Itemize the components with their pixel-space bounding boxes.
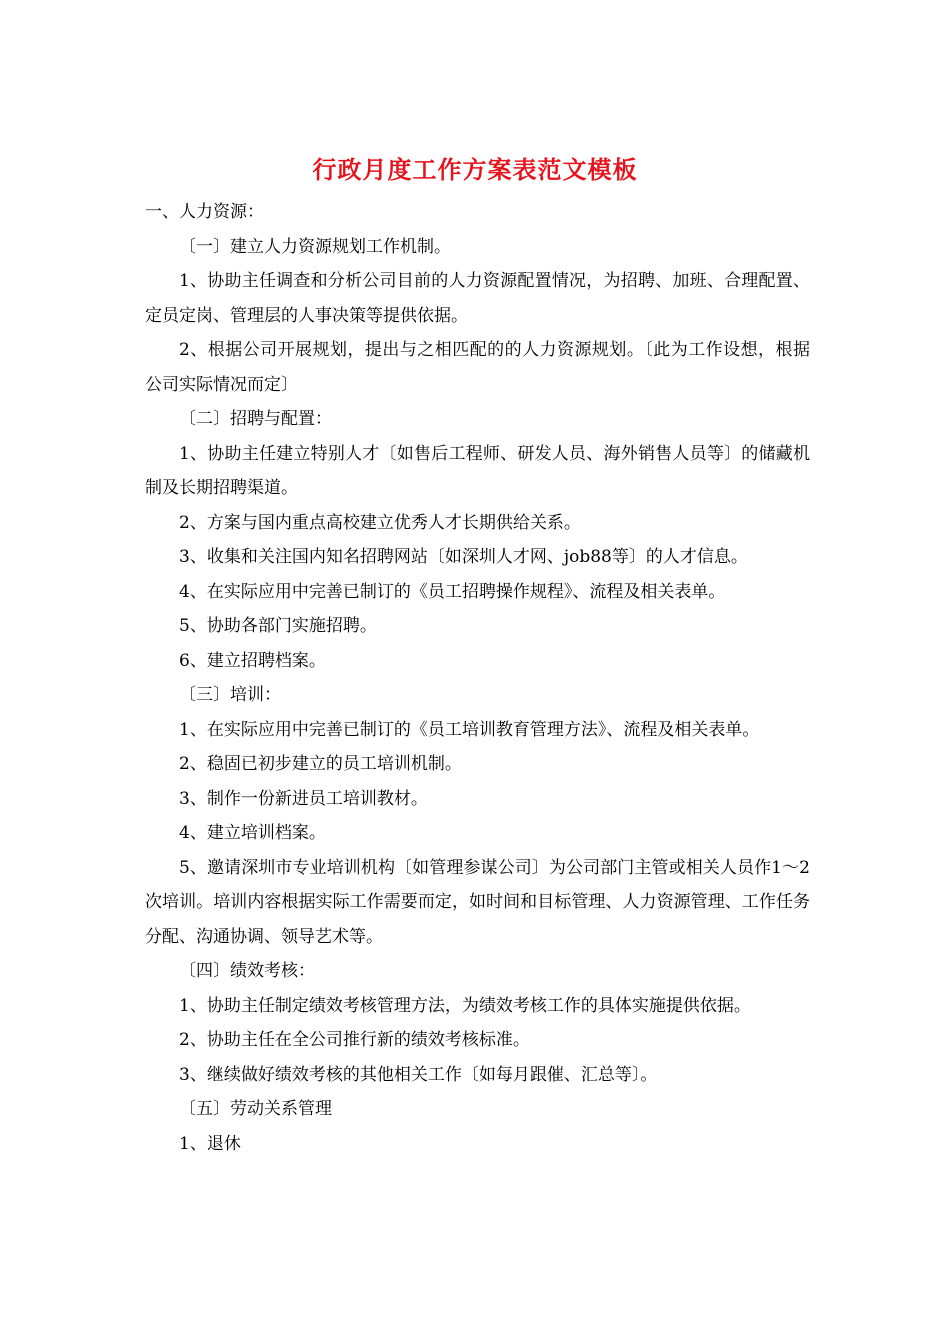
subsection-heading-1: 〔一〕建立人力资源规划工作机制。 <box>179 236 451 257</box>
paragraph: 4、建立培训档案。 <box>179 823 326 843</box>
document-body <box>145 195 810 1161</box>
paragraph: 1、协助主任建立特别人才〔如售后工程师、研发人员、海外销售人员等〕的储藏机制及长期招聘渠道。 <box>145 443 810 498</box>
paragraph: 1、在实际应用中完善已制订的《员工培训教育管理方法》、流程及相关表单。 <box>179 719 760 740</box>
paragraph: 2、根据公司开展规划，提出与之相匹配的的人力资源规划。〔此为工作设想，根据公司实际情况而定〕 <box>145 340 810 395</box>
paragraph: 5、邀请深圳市专业培训机构〔如管理参谋公司〕为公司部门主管或相关人员作1～2次培训。培训内容根据实际工作需要而定，如时间和目标管理、人力资源管理、工作任务分配、沟通协调、领导艺术等。 <box>145 857 810 947</box>
paragraph: 3、收集和关注国内知名招聘网站〔如深圳人才网、job88等〕的人才信息。 <box>179 547 748 567</box>
paragraph: 2、稳固已初步建立的员工培训机制。 <box>179 754 462 774</box>
document-title: 行政月度工作方案表范文模板 <box>312 155 638 184</box>
subsection-heading-4: 〔四〕绩效考核： <box>179 961 315 981</box>
subsection-heading-5: 〔五〕劳动关系管理 <box>179 1099 332 1119</box>
paragraph: 6、建立招聘档案。 <box>179 650 326 671</box>
paragraph: 1、协助主任调查和分析公司目前的人力资源配置情况，为招聘、加班、合理配置、定员定岗、管理层的人事决策等提供依据。 <box>145 271 810 326</box>
paragraph: 3、制作一份新进员工培训教材。 <box>179 788 428 809</box>
paragraph: 3、继续做好绩效考核的其他相关工作〔如每月跟催、汇总等〕。 <box>179 1064 658 1085</box>
paragraph: 1、退休 <box>179 1133 241 1154</box>
paragraph: 5、协助各部门实施招聘。 <box>179 616 377 636</box>
subsection-heading-2: 〔二〕招聘与配置： <box>179 409 332 429</box>
paragraph: 2、协助主任在全公司推行新的绩效考核标准。 <box>179 1030 530 1050</box>
paragraph: 2、方案与国内重点高校建立优秀人才长期供给关系。 <box>179 512 581 533</box>
subsection-heading-3: 〔三〕培训： <box>179 685 281 705</box>
section-heading-hr: 一、人力资源： <box>145 202 264 222</box>
paragraph: 1、协助主任制定绩效考核管理方法，为绩效考核工作的具体实施提供依据。 <box>179 995 751 1016</box>
paragraph: 4、在实际应用中完善已制订的《员工招聘操作规程》、流程及相关表单。 <box>179 581 726 602</box>
